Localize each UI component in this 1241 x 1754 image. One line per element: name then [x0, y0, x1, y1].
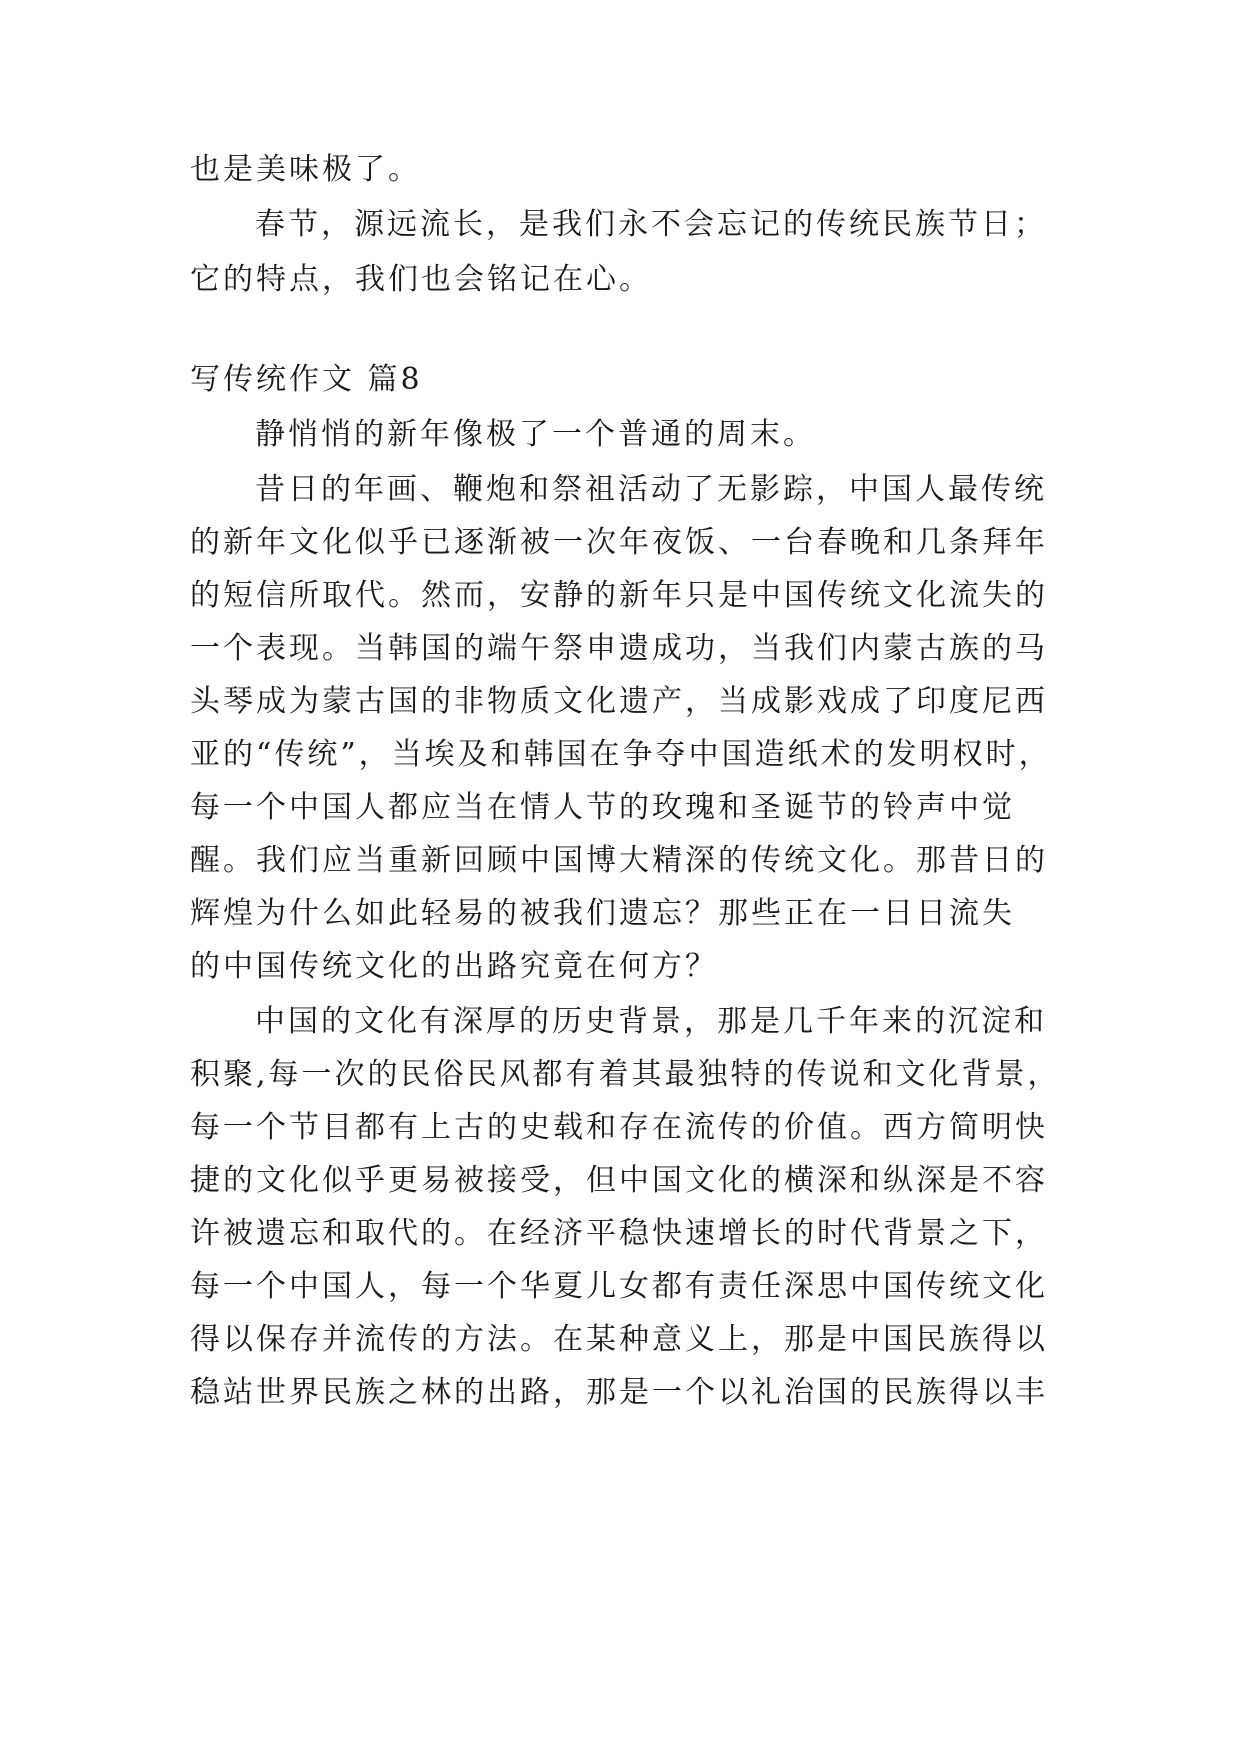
paragraph-line: 醒。我们应当重新回顾中国博大精深的传统文化。那昔日的 — [190, 843, 1048, 878]
paragraph-line: 的中国传统文化的出路究竟在何方？ — [190, 949, 718, 984]
paragraph-line: 得以保存并流传的方法。在某种意义上，那是中国民族得以 — [190, 1322, 1048, 1357]
paragraph-line: 每一个节目都有上古的史载和存在流传的价值。西方简明快 — [190, 1110, 1048, 1145]
paragraph-line: 积聚,每一次的民俗民风都有着其最独特的传说和文化背景， — [190, 1057, 1061, 1092]
paragraph-line: 它的特点，我们也会铭记在心。 — [190, 262, 652, 297]
paragraph-line: 稳站世界民族之林的出路，那是一个以礼治国的民族得以丰 — [190, 1375, 1048, 1410]
paragraph-line: 中国的文化有深厚的历史背景，那是几千年来的沉淀和 — [255, 1004, 1047, 1039]
paragraph-line: 的短信所取代。然而，安静的新年只是中国传统文化流失的 — [190, 578, 1048, 613]
paragraph-line: 头琴成为蒙古国的非物质文化遗产，当成影戏成了印度尼西 — [190, 684, 1048, 719]
paragraph-line: 每一个中国人，每一个华夏儿女都有责任深思中国传统文化 — [190, 1269, 1048, 1304]
paragraph-line: 每一个中国人都应当在情人节的玫瑰和圣诞节的铃声中觉 — [190, 790, 1015, 825]
section-heading: 写传统作文 篇8 — [190, 362, 423, 397]
paragraph-line: 也是美味极了。 — [190, 152, 421, 187]
paragraph-line: 昔日的年画、鞭炮和祭祖活动了无影踪，中国人最传统 — [255, 472, 1047, 507]
paragraph-line: 的新年文化似乎已逐渐被一次年夜饭、一台春晚和几条拜年 — [190, 525, 1048, 560]
paragraph-line: 亚的“传统”，当埃及和韩国在争夺中国造纸术的发明权时， — [190, 737, 1052, 772]
paragraph-line: 辉煌为什么如此轻易的被我们遗忘？那些正在一日日流失 — [190, 896, 1015, 931]
paragraph-line: 许被遗忘和取代的。在经济平稳快速增长的时代背景之下， — [190, 1216, 1048, 1251]
paragraph-line: 静悄悄的新年像极了一个普通的周末。 — [255, 417, 816, 452]
paragraph-line: 捷的文化似乎更易被接受，但中国文化的横深和纵深是不容 — [190, 1163, 1048, 1198]
paragraph-line: 一个表现。当韩国的端午祭申遗成功，当我们内蒙古族的马 — [190, 631, 1048, 666]
paragraph-line: 春节，源远流长，是我们永不会忘记的传统民族节日； — [255, 207, 1047, 242]
